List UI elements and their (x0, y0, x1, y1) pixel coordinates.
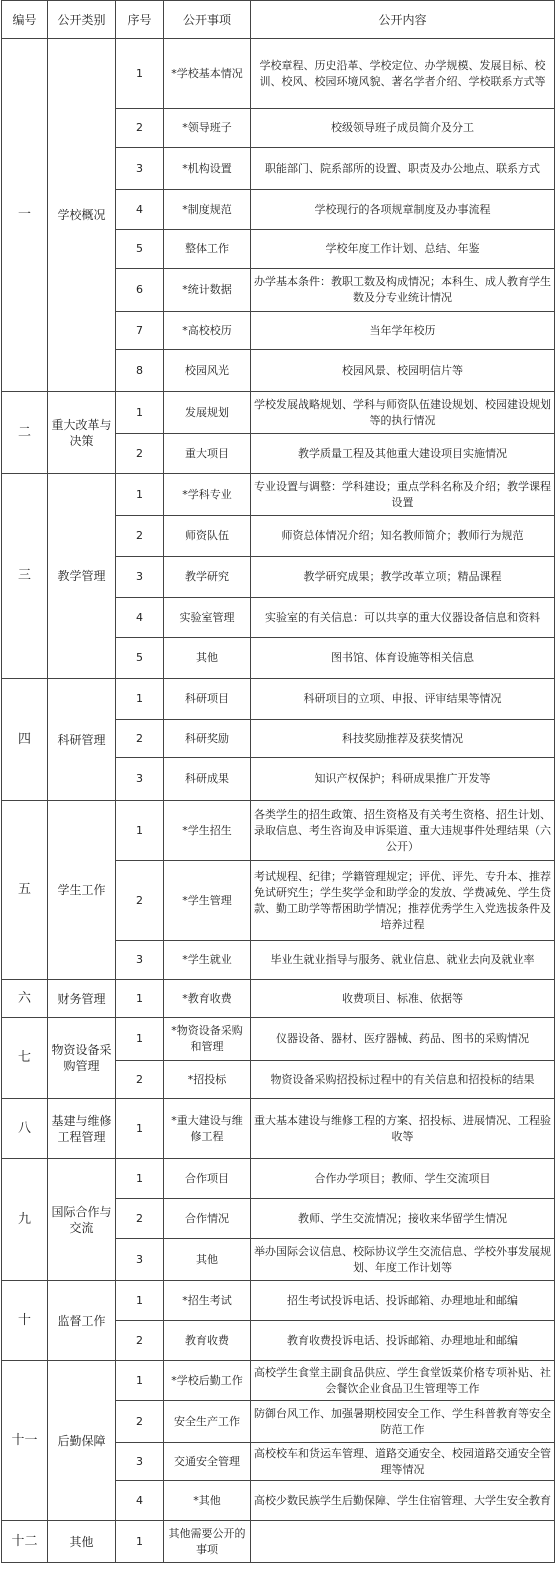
row-number: 4 (116, 1481, 164, 1521)
table-row (2, 1521, 555, 1563)
group-code: 四 (2, 679, 48, 801)
row-item: *机构设置 (164, 148, 251, 190)
row-content: 招生考试投诉电话、投诉邮箱、办理地址和邮编 (251, 1281, 555, 1321)
row-number: 2 (116, 1401, 164, 1443)
row-item: 重大项目 (164, 434, 251, 474)
row-number: 5 (116, 638, 164, 679)
row-item: *学生管理 (164, 861, 251, 941)
row-number: 3 (116, 148, 164, 190)
row-content: 职能部门、院系部所的设置、职责及办公地点、联系方式 (251, 148, 555, 190)
group-code: 六 (2, 980, 48, 1018)
row-item: *其他 (164, 1481, 251, 1521)
row-content: 图书馆、体育设施等相关信息 (251, 638, 555, 679)
group-code: 二 (2, 392, 48, 474)
row-item: *教育收费 (164, 980, 251, 1018)
row-number: 7 (116, 312, 164, 350)
group-code: 八 (2, 1099, 48, 1159)
row-number: 3 (116, 941, 164, 980)
row-item: 实验室管理 (164, 598, 251, 638)
row-content: 教师、学生交流情况；接收来华留学生情况 (251, 1199, 555, 1239)
row-content: 收费项目、标准、依据等 (251, 980, 555, 1018)
table-row (2, 39, 555, 109)
row-number: 1 (116, 1018, 164, 1061)
group-category: 后勤保障 (48, 1361, 116, 1521)
row-item: 合作项目 (164, 1159, 251, 1199)
row-content: 各类学生的招生政策、招生资格及有关考生资格、招生计划、录取信息、考生咨询及申诉渠道、重大违规事件处理结果（六公开） (251, 801, 555, 861)
row-item: 安全生产工作 (164, 1401, 251, 1443)
row-content: 校级领导班子成员简介及分工 (251, 109, 555, 148)
row-item: 教学研究 (164, 557, 251, 598)
row-content: 重大基本建设与维修工程的方案、招投标、进展情况、工程验收等 (251, 1099, 555, 1159)
row-content (251, 1521, 555, 1563)
row-content: 办学基本条件：教职工数及构成情况；本科生、成人教育学生数及分专业统计情况 (251, 269, 555, 312)
row-item: 教育收费 (164, 1321, 251, 1361)
row-item: 合作情况 (164, 1199, 251, 1239)
group-category: 学生工作 (48, 801, 116, 980)
group-code: 一 (2, 39, 48, 392)
row-content: 仪器设备、器材、医疗器械、药品、图书的采购情况 (251, 1018, 555, 1061)
group-category: 基建与维修工程管理 (48, 1099, 116, 1159)
row-number: 2 (116, 1321, 164, 1361)
table-row (2, 1018, 555, 1061)
group-category: 物资设备采购管理 (48, 1018, 116, 1099)
row-item: 科研奖励 (164, 720, 251, 758)
row-content: 当年学年校历 (251, 312, 555, 350)
row-content: 教育收费投诉电话、投诉邮箱、办理地址和邮编 (251, 1321, 555, 1361)
row-content: 高校学生食堂主副食品供应、学生食堂饭菜价格专项补贴、社会餐饮企业食品卫生管理等工作 (251, 1361, 555, 1401)
row-number: 1 (116, 1281, 164, 1321)
row-number: 3 (116, 758, 164, 801)
group-code: 九 (2, 1159, 48, 1281)
table-row (2, 392, 555, 434)
row-item: *学科专业 (164, 474, 251, 516)
row-number: 1 (116, 801, 164, 861)
group-code: 十一 (2, 1361, 48, 1521)
row-content: 物资设备采购招投标过程中的有关信息和招投标的结果 (251, 1061, 555, 1099)
row-content: 举办国际会议信息、校际协议学生交流信息、学校外事发展规划、年度工作计划等 (251, 1239, 555, 1281)
row-number: 1 (116, 474, 164, 516)
table-row (2, 1159, 555, 1199)
table-row (2, 474, 555, 516)
group-code: 五 (2, 801, 48, 980)
row-item: 校园风光 (164, 350, 251, 392)
row-number: 4 (116, 190, 164, 230)
row-content: 毕业生就业指导与服务、就业信息、就业去向及就业率 (251, 941, 555, 980)
group-code: 十 (2, 1281, 48, 1361)
row-item: *学校基本情况 (164, 39, 251, 109)
row-content: 学校章程、历史沿革、学校定位、办学规模、发展目标、校训、校风、校园环境风貌、著名学者介绍、学校联系方式等 (251, 39, 555, 109)
table-row (2, 679, 555, 720)
header-content: 公开内容 (251, 1, 555, 39)
row-content: 学校发展战略规划、学科与师资队伍建设规划、校园建设规划等的执行情况 (251, 392, 555, 434)
table-row (2, 801, 555, 861)
row-number: 2 (116, 1199, 164, 1239)
row-content: 教学质量工程及其他重大建设项目实施情况 (251, 434, 555, 474)
row-item: 其他 (164, 638, 251, 679)
row-number: 1 (116, 1099, 164, 1159)
row-number: 2 (116, 109, 164, 148)
row-content: 实验室的有关信息：可以共享的重大仪器设备信息和资料 (251, 598, 555, 638)
row-content: 科技奖励推荐及获奖情况 (251, 720, 555, 758)
row-number: 1 (116, 39, 164, 109)
row-number: 2 (116, 516, 164, 557)
disclosure-table (1, 0, 555, 1563)
row-item: 师资队伍 (164, 516, 251, 557)
row-item: *统计数据 (164, 269, 251, 312)
row-number: 3 (116, 1239, 164, 1281)
header-num: 序号 (116, 1, 164, 39)
row-content: 专业设置与调整：学科建设；重点学科名称及介绍；教学课程设置 (251, 474, 555, 516)
row-item: *招投标 (164, 1061, 251, 1099)
group-category: 其他 (48, 1521, 116, 1563)
row-number: 3 (116, 1443, 164, 1481)
row-item: 整体工作 (164, 230, 251, 269)
row-item: *学生招生 (164, 801, 251, 861)
row-number: 1 (116, 1159, 164, 1199)
row-item: 其他 (164, 1239, 251, 1281)
row-item: 其他需要公开的事项 (164, 1521, 251, 1563)
row-number: 2 (116, 861, 164, 941)
row-number: 1 (116, 1521, 164, 1563)
row-content: 考试规程、纪律；学籍管理规定；评优、评先、专升本、推荐免试研究生；学生奖学金和助学金的发放、学费减免、学生贷款、勤工助学等帮困助学情况；推荐优秀学生入党选拔条件及培养过程 (251, 861, 555, 941)
row-content: 教学研究成果；教学改革立项；精品课程 (251, 557, 555, 598)
row-content: 合作办学项目；教师、学生交流项目 (251, 1159, 555, 1199)
group-code: 三 (2, 474, 48, 679)
row-number: 6 (116, 269, 164, 312)
row-number: 1 (116, 392, 164, 434)
row-content: 校园风景、校园明信片等 (251, 350, 555, 392)
row-number: 5 (116, 230, 164, 269)
table-row (2, 980, 555, 1018)
row-content: 科研项目的立项、申报、评审结果等情况 (251, 679, 555, 720)
row-number: 2 (116, 1061, 164, 1099)
row-content: 高校少数民族学生后勤保障、学生住宿管理、大学生安全教育 (251, 1481, 555, 1521)
group-category: 科研管理 (48, 679, 116, 801)
group-category: 重大改革与决策 (48, 392, 116, 474)
row-content: 学校现行的各项规章制度及办事流程 (251, 190, 555, 230)
row-item: *招生考试 (164, 1281, 251, 1321)
group-category: 监督工作 (48, 1281, 116, 1361)
row-content: 防御台风工作、加强暑期校园安全工作、学生科普教育等安全防范工作 (251, 1401, 555, 1443)
row-item: 交通安全管理 (164, 1443, 251, 1481)
row-item: *物资设备采购和管理 (164, 1018, 251, 1061)
group-code: 十二 (2, 1521, 48, 1563)
table-body (2, 39, 555, 1563)
header-code: 编号 (2, 1, 48, 39)
table-row (2, 1099, 555, 1159)
row-item: 发展规划 (164, 392, 251, 434)
header-category: 公开类别 (48, 1, 116, 39)
group-category: 教学管理 (48, 474, 116, 679)
row-item: *学校后勤工作 (164, 1361, 251, 1401)
table-row (2, 1361, 555, 1401)
header-row (2, 1, 555, 39)
row-item: *制度规范 (164, 190, 251, 230)
row-number: 1 (116, 679, 164, 720)
table-row (2, 1281, 555, 1321)
row-item: *重大建设与维修工程 (164, 1099, 251, 1159)
group-category: 国际合作与交流 (48, 1159, 116, 1281)
row-item: 科研成果 (164, 758, 251, 801)
row-content: 知识产权保护；科研成果推广开发等 (251, 758, 555, 801)
row-content: 高校校车和货运车管理、道路交通安全、校园道路交通安全管理等情况 (251, 1443, 555, 1481)
group-category: 财务管理 (48, 980, 116, 1018)
row-content: 师资总体情况介绍；知名教师简介；教师行为规范 (251, 516, 555, 557)
group-category: 学校概况 (48, 39, 116, 392)
row-item: *高校校历 (164, 312, 251, 350)
row-number: 2 (116, 720, 164, 758)
row-item: 科研项目 (164, 679, 251, 720)
row-item: *领导班子 (164, 109, 251, 148)
row-number: 1 (116, 1361, 164, 1401)
header-item: 公开事项 (164, 1, 251, 39)
group-code: 七 (2, 1018, 48, 1099)
row-content: 学校年度工作计划、总结、年鉴 (251, 230, 555, 269)
row-item: *学生就业 (164, 941, 251, 980)
row-number: 8 (116, 350, 164, 392)
row-number: 1 (116, 980, 164, 1018)
row-number: 3 (116, 557, 164, 598)
row-number: 4 (116, 598, 164, 638)
row-number: 2 (116, 434, 164, 474)
